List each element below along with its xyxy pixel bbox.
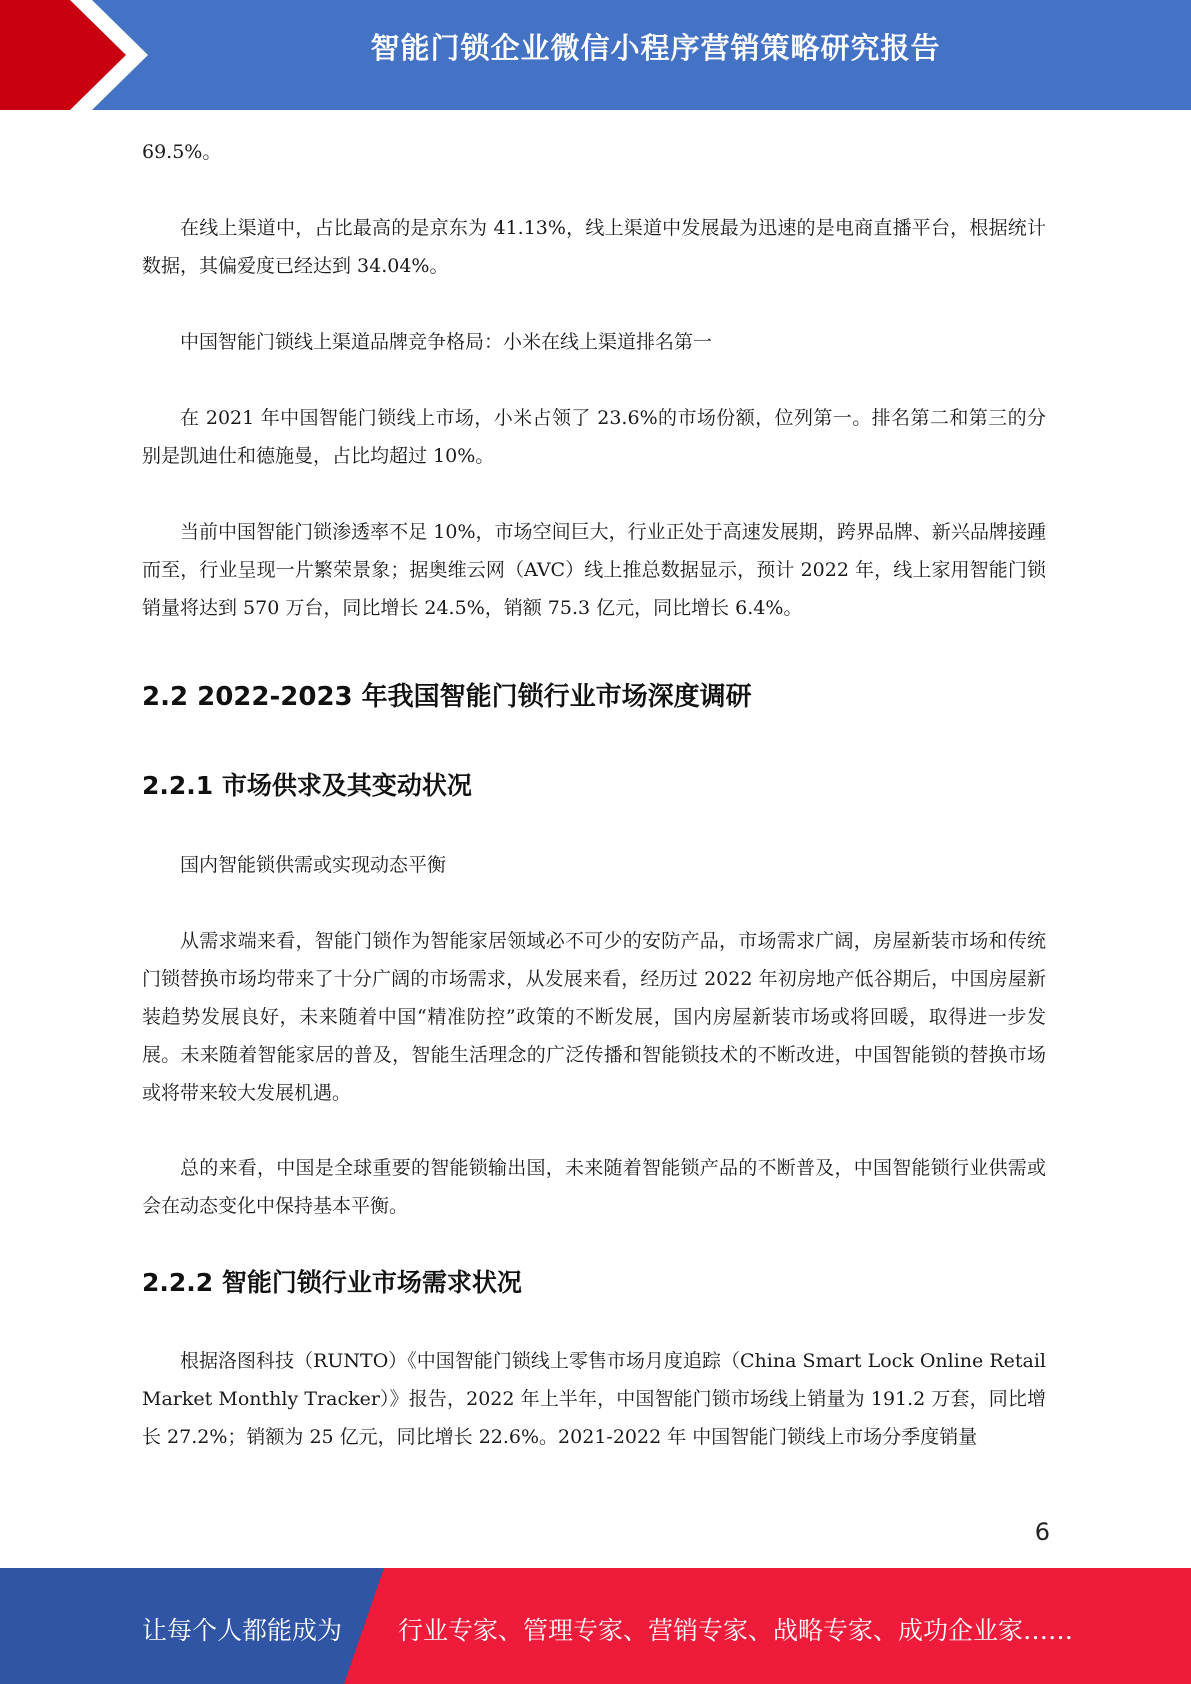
paragraph: 根据洛图科技（RUNTO）《中国智能门锁线上零售市场月度追踪（China Smart Lock Online Retail Market Monthly Tracker）》报告，2022 年上半年，中国智能门锁市场线上销量为 191.2 万套，同比增长 27.2%；销额为 25 亿元，同比增长 22.6%。2021-2022 年 中国智能门锁线上市场分季度销量 — [142, 1350, 1046, 1448]
page-footer — [0, 1568, 1191, 1684]
section-heading-2-2: 2.2 2022-2023 年我国智能门锁行业市场深度调研 — [142, 682, 752, 712]
section-heading-2-2-2: 2.2.2 智能门锁行业市场需求状况 — [142, 1268, 522, 1297]
page-header — [0, 0, 1191, 110]
footer-slogan-right: 行业专家、管理专家、营销专家、战略专家、成功企业家…… — [398, 1616, 1074, 1645]
paragraph: 当前中国智能门锁渗透率不足 10%，市场空间巨大，行业正处于高速发展期，跨界品牌、新兴品牌接踵而至，行业呈现一片繁荣景象；据奥维云网（AVC）线上推总数据显示，预计 2022 年，线上家用智能门锁销量将达到 570 万台，同比增长 24.5%，销额 75.3 亿元，同比增长 6.4%。 — [142, 521, 1046, 619]
paragraph: 在 2021 年中国智能门锁线上市场，小米占领了 23.6%的市场份额，位列第一。排名第二和第三的分别是凯迪仕和德施曼，占比均超过 10%。 — [142, 407, 1046, 467]
paragraph: 总的来看，中国是全球重要的智能锁输出国，未来随着智能锁产品的不断普及，中国智能锁行业供需或会在动态变化中保持基本平衡。 — [142, 1157, 1046, 1217]
paragraph: 从需求端来看，智能门锁作为智能家居领域必不可少的安防产品，市场需求广阔，房屋新装市场和传统门锁替换市场均带来了十分广阔的市场需求，从发展来看，经历过 2022 年初房地产低谷期后，中国房屋新装趋势发展良好，未来随着中国“精准防控”政策的不断发展，国内房屋新装市场或将回暖，取得进一步发展。未来随着智能家居的普及，智能生活理念的广泛传播和智能锁技术的不断改进，中国智能锁的替换市场或将带来较大发展机遇。 — [142, 930, 1046, 1104]
paragraph: 国内智能锁供需或实现动态平衡 — [180, 854, 447, 876]
report-title: 智能门锁企业微信小程序营销策略研究报告 — [370, 31, 941, 65]
page-number: 6 — [1034, 1518, 1050, 1546]
paragraph: 69.5%。 — [142, 141, 222, 163]
footer-slogan-left: 让每个人都能成为 — [142, 1616, 343, 1645]
paragraph: 中国智能门锁线上渠道品牌竞争格局：小米在线上渠道排名第一 — [180, 331, 713, 353]
section-heading-2-2-1: 2.2.1 市场供求及其变动状况 — [142, 771, 472, 800]
paragraph: 在线上渠道中，占比最高的是京东为 41.13%，线上渠道中发展最为迅速的是电商直播平台，根据统计数据，其偏爱度已经达到 34.04%。 — [142, 217, 1046, 277]
